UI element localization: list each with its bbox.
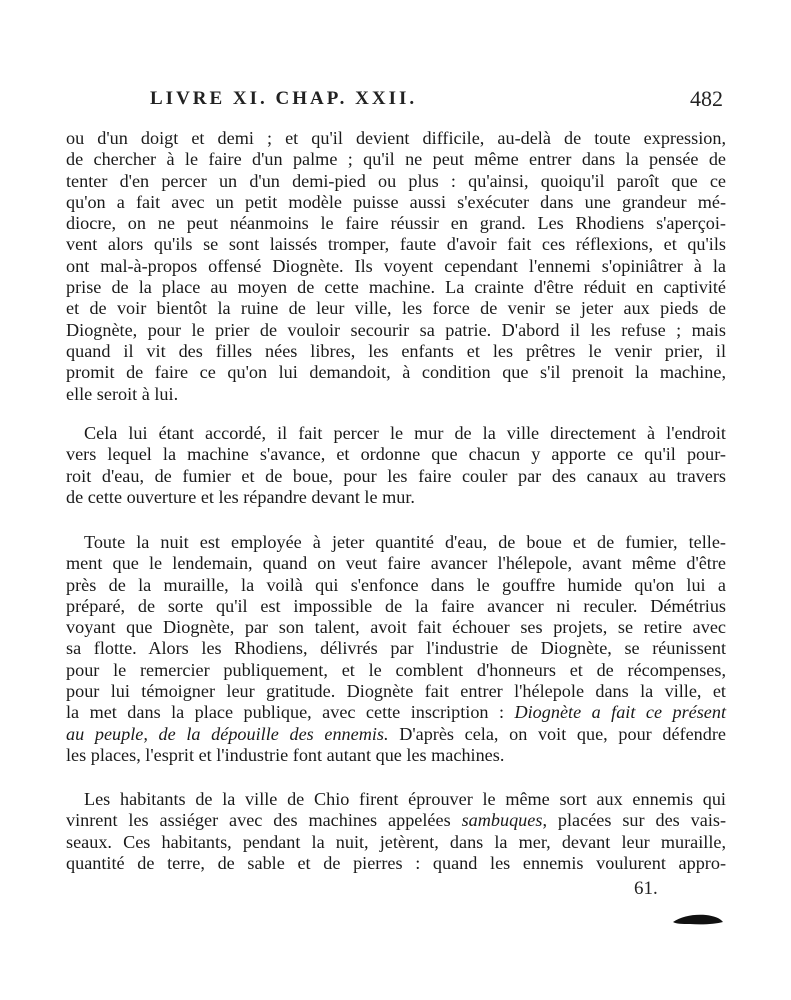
text-line: les places, l'esprit et l'industrie font autant que les machines. [66,744,505,765]
paragraph-4 [66,789,726,874]
text-line: ment que le lendemain, quand on veut faire avancer l'hélepole, avant même d'être [66,553,726,574]
inscription-text: Diognète a fait ce présent [514,702,727,723]
paragraph-1 [66,128,726,405]
text-line: quantité de terre, de sable et de pierres : quand les ennemis voulurent appro- [66,852,726,873]
text-line-with-inscription [66,702,726,723]
page-number: 482 [690,86,723,111]
signature-mark: 61. [634,878,658,899]
text-line: ont mal-à-propos offensé Diognète. Ils voyent cependant l'ennemi s'opiniâtrer à la [66,255,726,276]
text-line: diocre, on ne peut néanmoins le faire réussir en grand. Les Rhodiens s'aperçoi- [66,213,726,234]
text-line: vent alors qu'ils se sont laissés tromper, faute d'avoir fait ces réflexions, et qu'ils [66,234,726,255]
text-line: pour lui témoigner leur gratitude. Diognète fait entrer l'hélepole dans la ville, et [66,681,726,702]
text-line: sa flotte. Alors les Rhodiens, délivrés par l'industrie de Diognète, se réunissent [66,638,726,659]
text-line: Cela lui étant accordé, il fait percer le mur de la ville directement à l'endroit [84,423,726,443]
text-line: elle seroit à lui. [66,383,179,404]
text-line: seaux. Ces habitants, pendant la nuit, jetèrent, dans la mer, devant leur muraille, [66,831,726,852]
text-segment: D'après cela, on voit que, pour défendre [388,723,726,744]
text-line: vers lequel la machine s'avance, et ordonne que chacun y apporte ce qu'il pour- [66,444,726,465]
ink-mark-ornament [672,912,724,931]
text-line: pour le remercier publiquement, et le comblent d'honneurs et de récompenses, [66,659,726,680]
text-segment: vinrent les assiéger avec des machines appelées [66,810,451,831]
text-line: prise de la place au moyen de cette machine. La crainte d'être réduit en captivité [66,277,726,298]
text-line: quand il vit des filles nées libres, les enfants et les prêtres le venir prier, il [66,340,726,361]
text-segment: , placées sur des vais- [542,810,727,831]
text-line: et de voir bientôt la ruine de leur ville, les force de venir se jeter aux pieds de [66,298,726,319]
text-line: de chercher à le faire d'un palme ; qu'il ne peut même entrer dans la pensée de [66,149,726,170]
text-line: roit d'eau, de fumier et de boue, pour les faire couler par des canaux au travers [66,465,726,486]
text-line: Toute la nuit est employée à jeter quantité d'eau, de boue et de fumier, telle- [84,532,726,552]
paragraph-2 [66,423,726,508]
text-line: voyant que Diognète, par son talent, avoit fait échouer ses projets, se retire avec [66,617,726,638]
text-line: Les habitants de la ville de Chio firent éprouver le même sort aux ennemis qui [84,789,726,809]
text-line: préparé, de sorte qu'il est impossible de la faire avancer ni reculer. Démétrius [66,595,726,616]
text-line: près de la muraille, la voilà qui s'enfonce dans le gouffre humide qu'on lui a [66,574,726,595]
text-segment: la met dans la place publique, avec cette inscription : [66,702,505,723]
paragraph-3 [66,532,726,766]
text-line: de cette ouverture et les répandre devant le mur. [66,486,415,507]
text-line: ou d'un doigt et demi ; et qu'il devient difficile, au-delà de toute expression, [66,128,726,148]
italic-term: sambuques [461,810,543,831]
text-line: promit de faire ce qu'on lui demandoit, à condition que s'il prenoit la machine, [66,362,726,383]
text-line: Diognète, pour le prier de vouloir secourir sa patrie. D'abord il les refuse ; mais [66,319,726,340]
running-head: LIVRE XI. CHAP. XXII. [150,88,418,109]
text-line-with-inscription [66,724,726,745]
text-line: qu'on a fait avec un petit modèle puisse aussi s'exécuter dans une grandeur mé- [66,191,726,212]
text-line-with-italic [66,810,726,831]
inscription-text: au peuple, de la dépouille des ennemis. [66,723,389,744]
text-line: tenter d'en percer un d'un demi-pied ou plus : qu'ainsi, quoiqu'il paroît que ce [66,170,726,191]
